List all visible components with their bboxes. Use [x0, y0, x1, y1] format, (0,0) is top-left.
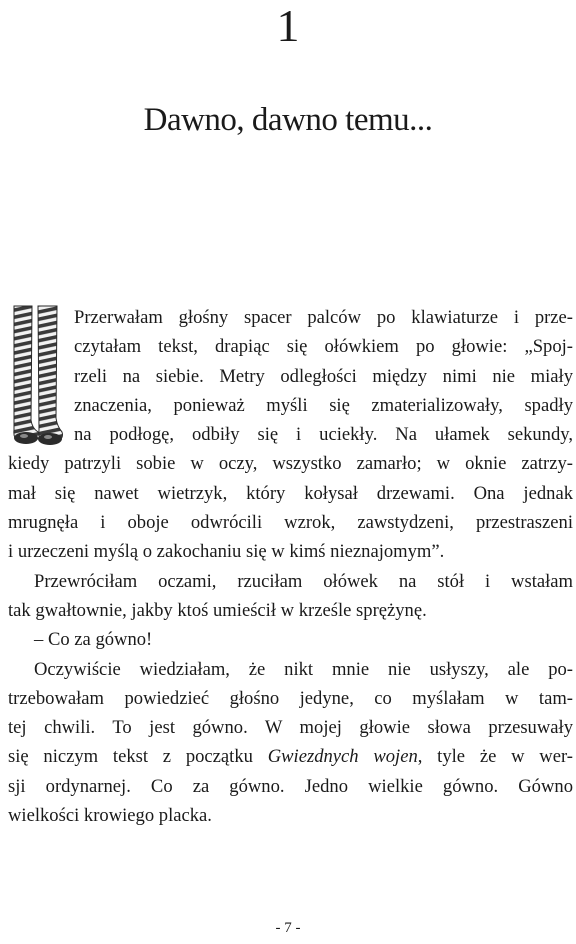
text-line: trzebowałam powiedzieć głośno jedyne, co myślałam w tam-: [8, 687, 573, 709]
text-line: mrugnęła i oboje odwrócili wzrok, zawstydzeni, przestraszeni: [8, 512, 573, 534]
text-line: Oczywiście wiedziałam, że nikt mnie nie usłyszy, ale po-: [34, 658, 573, 680]
text-line: sji ordynarnej. Co za gówno. Jedno wielkie gówno. Gówno: [8, 775, 573, 797]
chapter-title: Dawno, dawno temu...: [143, 102, 433, 138]
text-line: [8, 742, 573, 771]
text-line: Przewróciłam oczami, rzuciłam ołówek na stół i wstałam: [34, 570, 573, 592]
dialogue-line: – Co za gówno!: [34, 629, 153, 651]
text-line: znaczenia, ponieważ myśli się zmaterializowały, spadły: [74, 394, 573, 416]
text-segment: , tyle że w wer-: [417, 746, 573, 768]
page-number: - 7 -: [275, 920, 301, 936]
text-line: kiedy patrzyli sobie w oczy, wszystko zamarło; w oknie zatrzy-: [8, 453, 573, 475]
text-line: wielkości krowiego placka.: [8, 805, 212, 827]
text-line: czytałam tekst, drapiąc się ołówkiem po głowie: „Spoj-: [74, 336, 573, 358]
text-line: rzeli na siebie. Metry odległości między nimi nie miały: [74, 365, 573, 387]
body-text: [8, 303, 573, 830]
text-line: na podłogę, odbiły się i uciekły. Na ułamek sekundy,: [74, 424, 573, 446]
text-line: i urzeczeni myślą o zakochaniu się w kimś nieznajomym”.: [8, 541, 445, 563]
text-line: Przerwałam głośny spacer palców po klawiaturze i prze-: [74, 307, 573, 328]
text-segment: się niczym tekst z początku: [8, 746, 268, 768]
text-line: mał się nawet wietrzyk, który kołysał drzewami. Ona jednak: [8, 482, 573, 504]
book-title-italic: Gwiezdnych wojen: [267, 746, 418, 768]
chapter-number: 1: [276, 0, 300, 51]
text-line: tej chwili. To jest gówno. W mojej głowie słowa przesuwały: [8, 717, 573, 739]
text-line: tak gwałtownie, jakby ktoś umieścił w krześle sprężynę.: [8, 599, 427, 621]
